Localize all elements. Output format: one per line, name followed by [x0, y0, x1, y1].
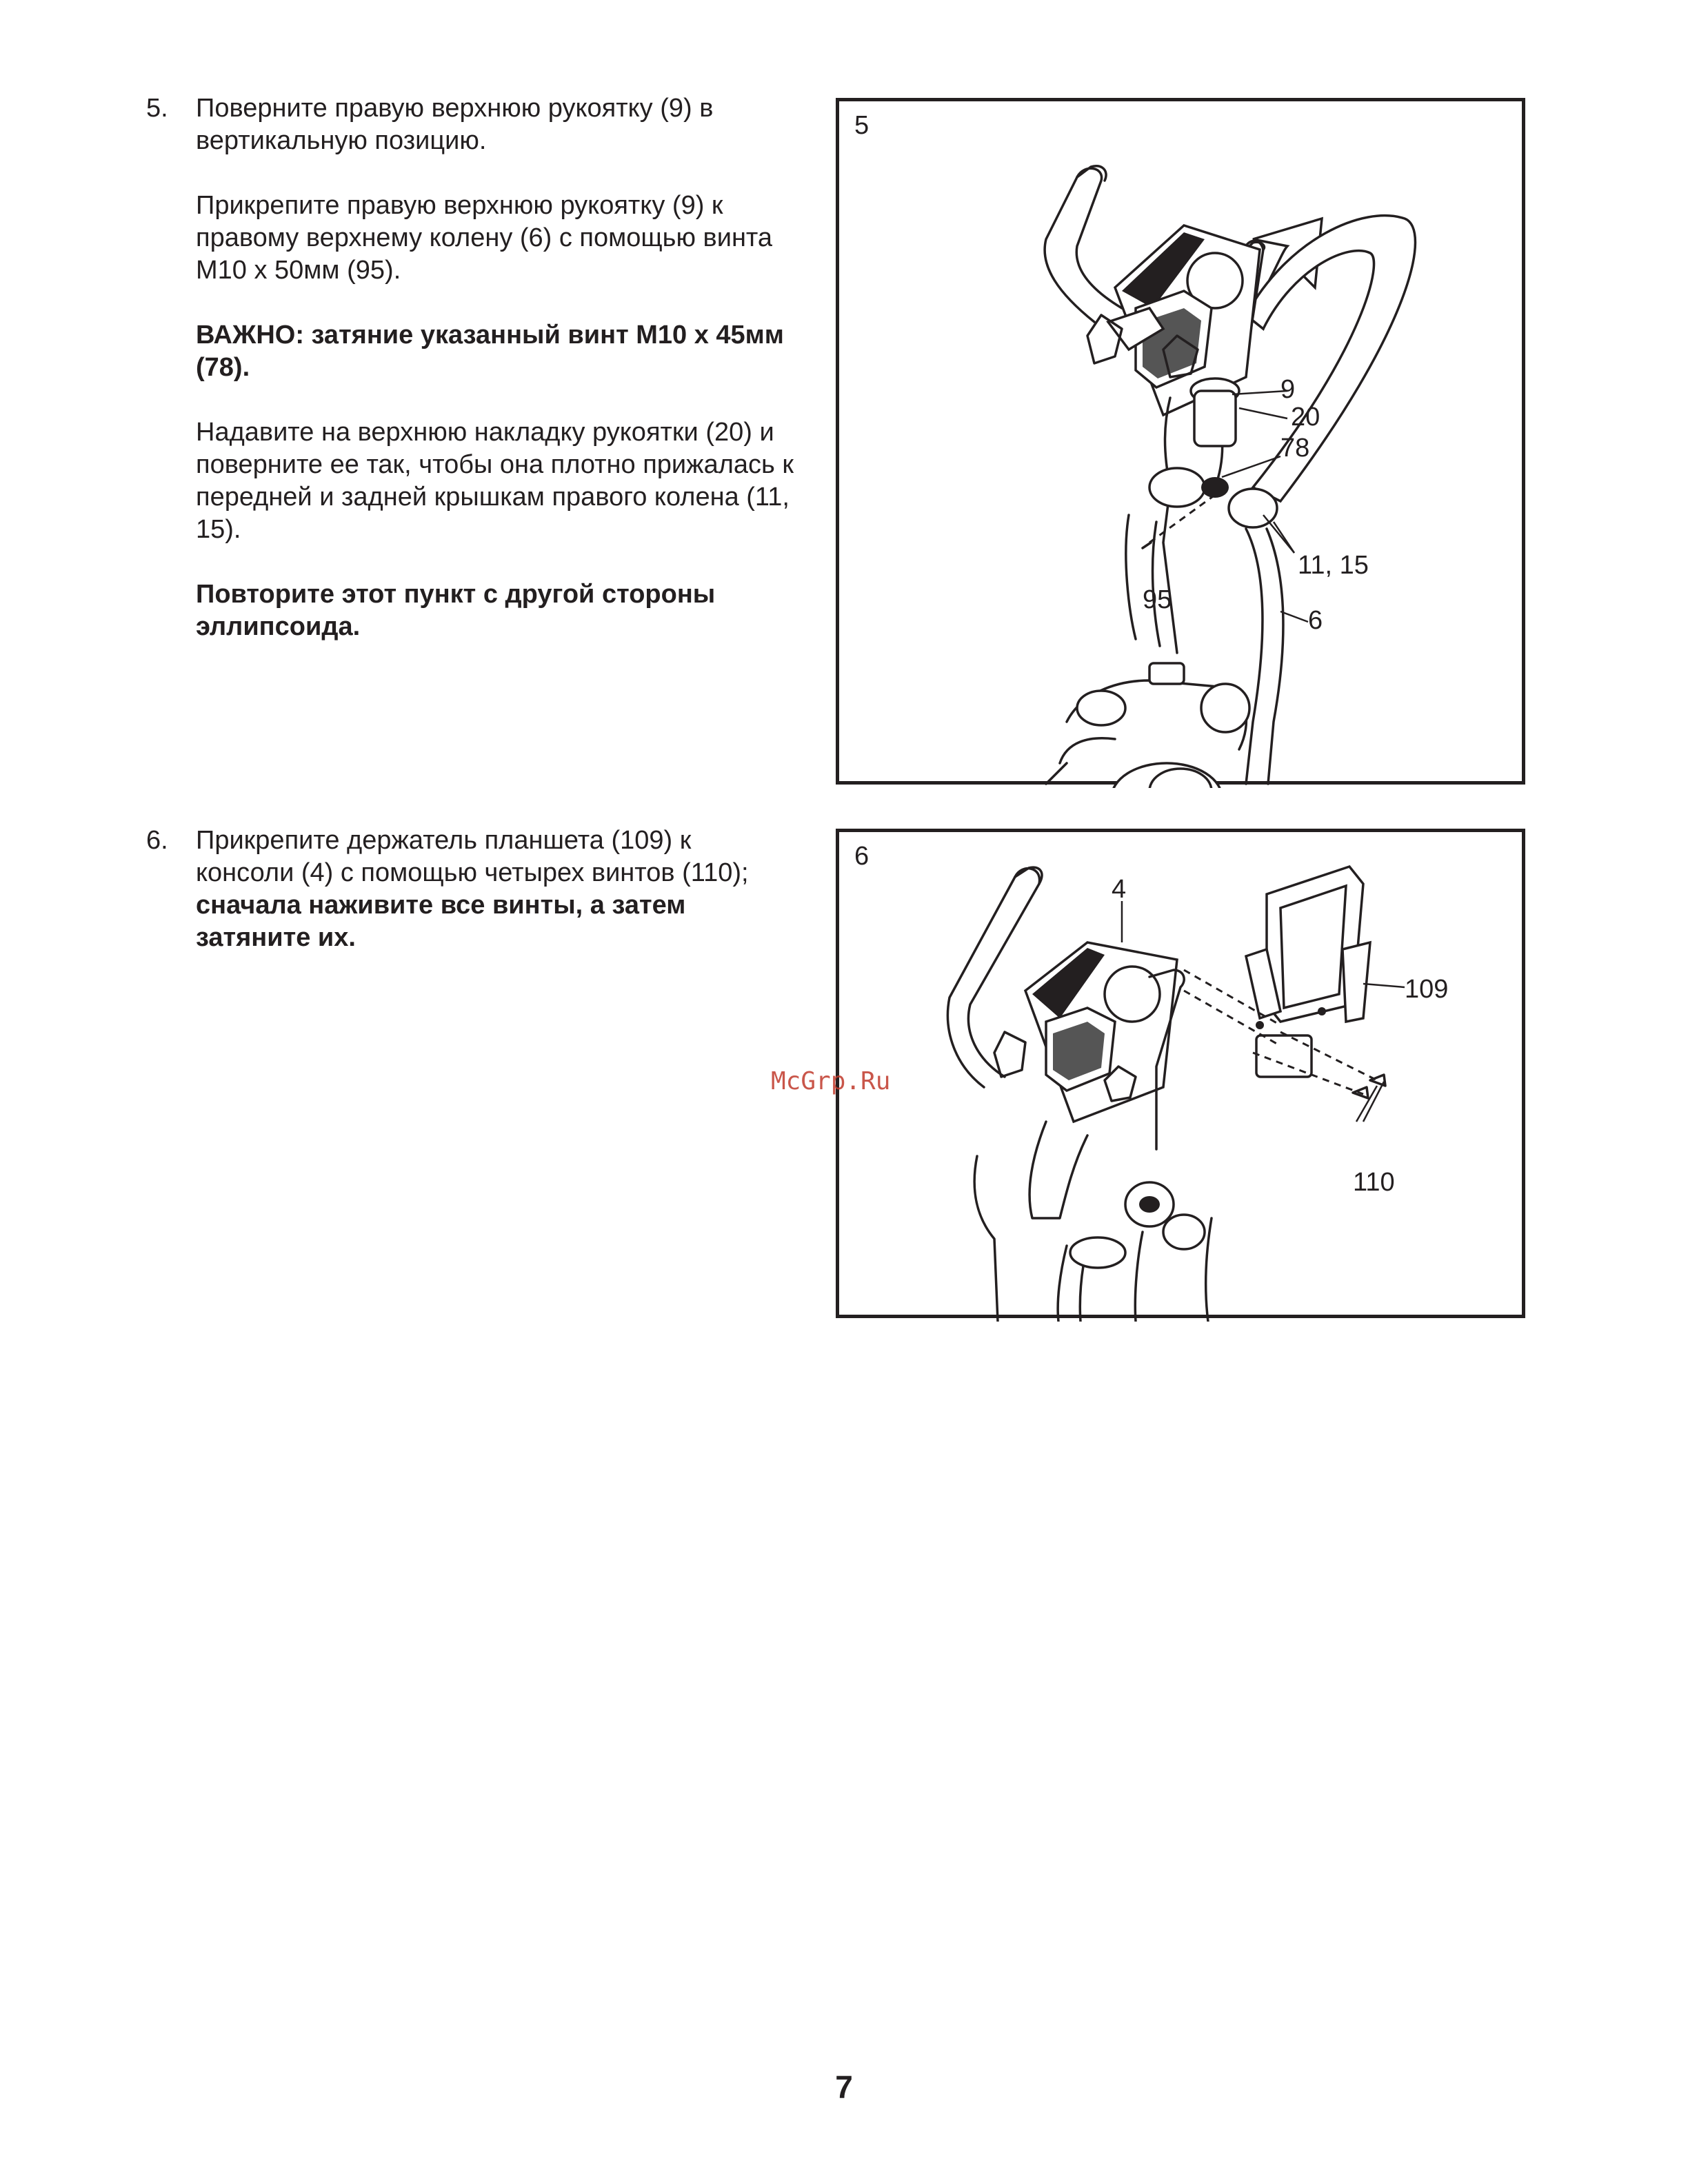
- figure-5-number: 5: [854, 111, 870, 140]
- step-6-paragraph: [196, 825, 794, 954]
- figure-5-callout-9: 9: [1280, 375, 1296, 404]
- step-5-paragraph-2: Прикрепите правую верхнюю рукоятку (9) к правому верхнему колену (6) с помощью винта M10 x 50мм (95).: [196, 191, 773, 285]
- step-6: [146, 825, 794, 987]
- step-6-number: 6.: [146, 826, 168, 855]
- figure-5-callout-20: 20: [1291, 403, 1320, 432]
- figure-5-callout-6: 6: [1308, 606, 1323, 635]
- figure-5: [836, 98, 1525, 785]
- watermark: McGrp.Ru: [771, 1067, 891, 1095]
- step-5-paragraph-4: Надавите на верхнюю накладку рукоятки (20) и поверните ее так, чтобы она плотно прижалась к передней и задней крышкам правого колена (11, 15).: [196, 418, 794, 544]
- step-5-important-note: ВАЖНО: затяние указанный винт M10 x 45мм (78).: [196, 321, 784, 382]
- step-5: [146, 92, 794, 676]
- figure-6-callout-4: 4: [1112, 875, 1127, 904]
- step-6-bold-text: сначала наживите все винты, а затем затяните их.: [196, 891, 686, 952]
- figure-5-callout-95: 95: [1143, 585, 1172, 614]
- step-5-body: [196, 92, 794, 643]
- step-6-text: Прикрепите держатель планшета (109) к консоли (4) с помощью четырех винтов (110);: [196, 826, 749, 887]
- figure-6-callout-110: 110: [1353, 1168, 1395, 1197]
- figure-6: [836, 829, 1525, 1318]
- figure-6-number: 6: [854, 842, 870, 871]
- figure-6-callout-109: 109: [1405, 975, 1449, 1004]
- step-5-paragraph-1: Поверните правую верхнюю рукоятку (9) в вертикальную позицию.: [196, 94, 714, 155]
- step-5-number: 5.: [146, 94, 168, 123]
- figure-5-callout-11-15: 11, 15: [1298, 551, 1369, 580]
- figure-6-drawing: [839, 832, 1529, 1322]
- page-number: 7: [835, 2069, 853, 2105]
- step-6-body: [196, 825, 794, 954]
- figure-5-callout-78: 78: [1280, 434, 1310, 463]
- figure-5-drawing: [839, 101, 1529, 788]
- step-5-repeat-note: Повторите этот пункт с другой стороны эллипсоида.: [196, 580, 716, 641]
